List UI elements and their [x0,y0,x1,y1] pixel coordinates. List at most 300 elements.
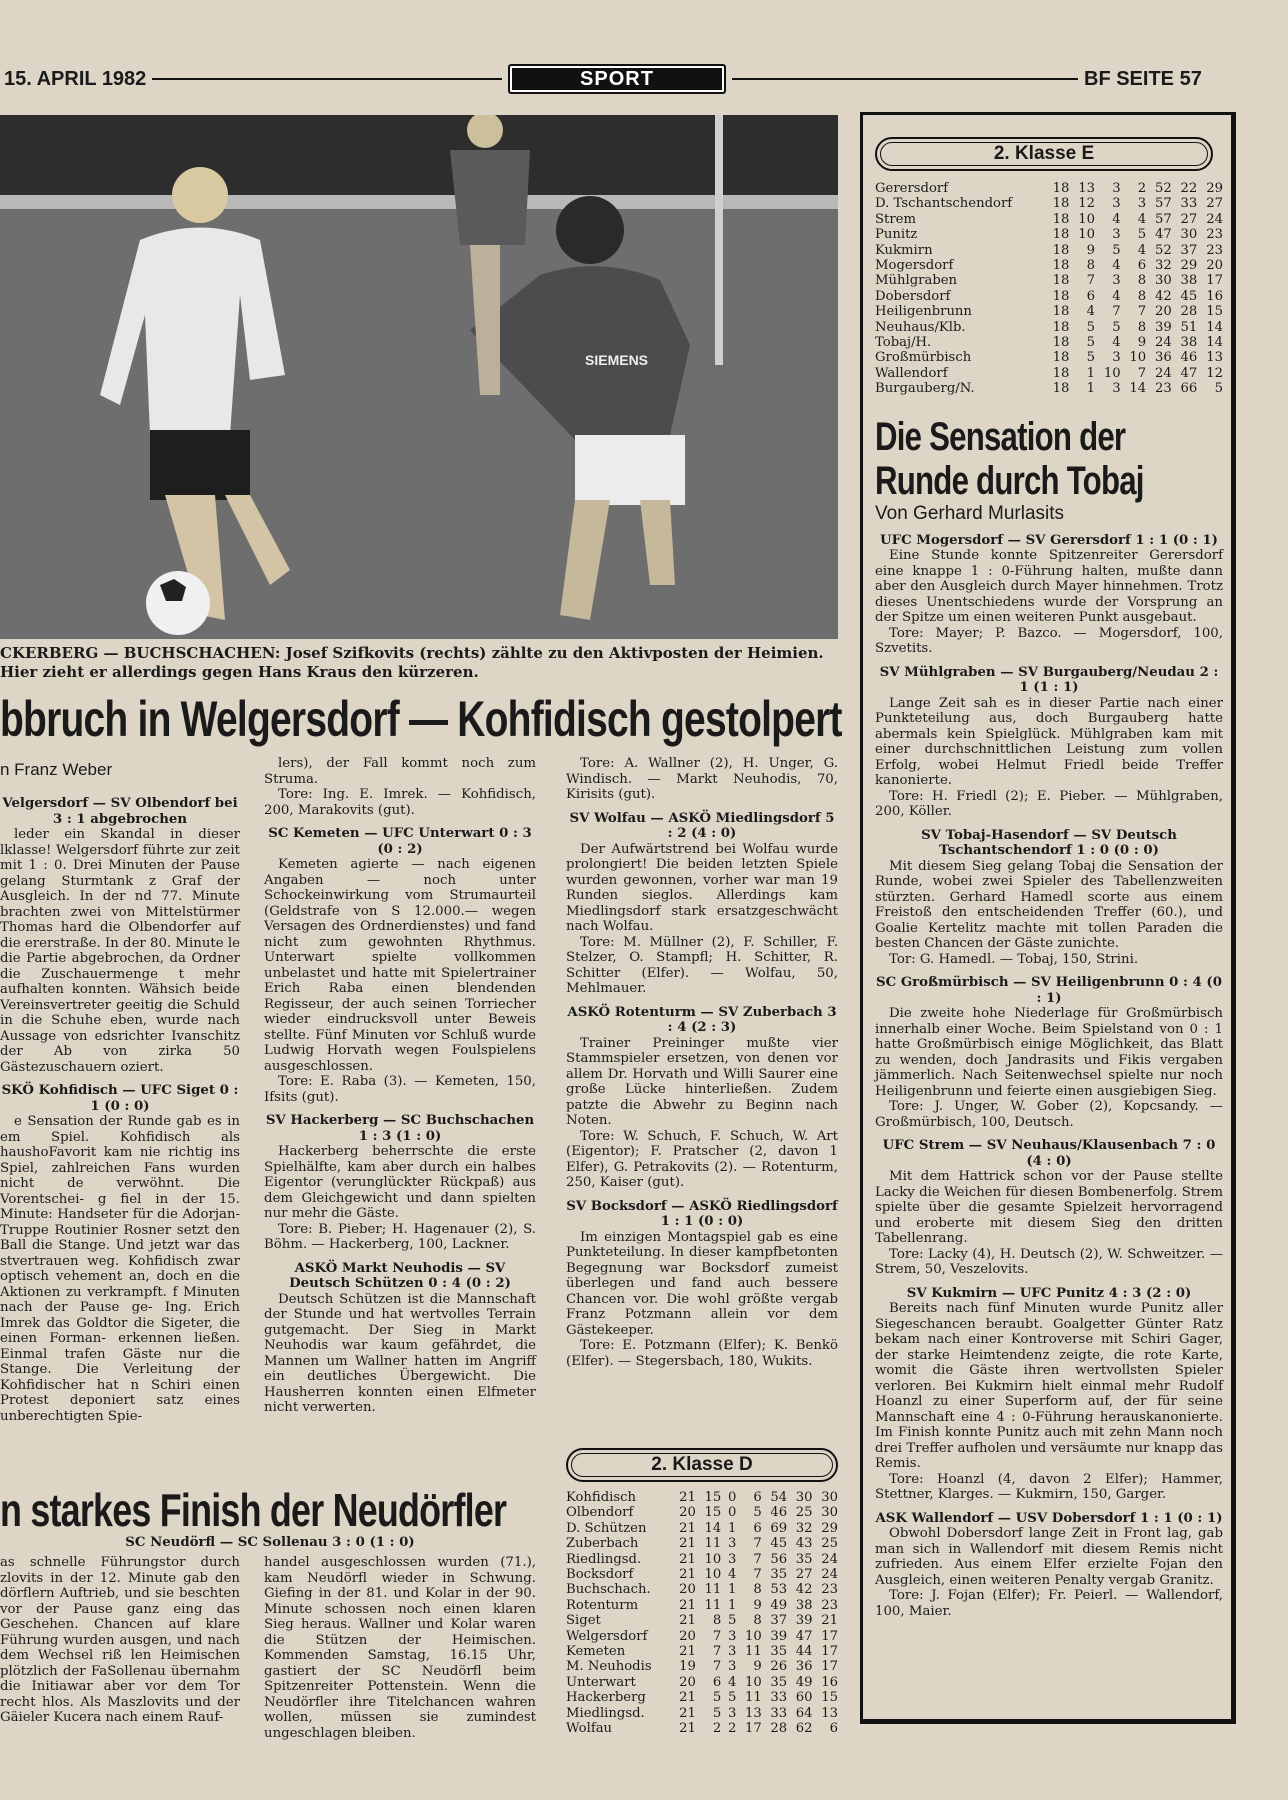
standings-value: 62 [795,1721,813,1737]
standings-value: 15 [704,1505,722,1521]
standings-value: 8 [712,1613,722,1629]
standings-value: 32 [1154,258,1172,274]
standings-value: 42 [1154,288,1172,304]
standings-value: 21 [679,1551,696,1567]
standings-value: 18 [1052,304,1070,320]
standings-value: 5 [712,1690,722,1706]
match-heading: ASKÖ Markt Neuhodis — SV Deutsch Schützen 0 : 4 (0 : 2) [289,1260,511,1291]
standings-value: 45 [770,1536,788,1552]
standings-value: 37 [1180,242,1198,258]
standings-value: 6 [753,1520,762,1536]
match-heading: SKÖ Kohfidisch — UFC Siget 0 : 1 (0 : 0) [1,1083,239,1114]
standings-row [875,243,1223,258]
article-paragraph: Mit diesem Sieg gelang Tobaj die Sensation der Runde, wobei zwei Spieler des Tabellenzweiten stürzten. Gerhard Hamedl scorte aus einem Freistoß den entscheidenden Treffer (60.), und Goalie Kertelitz machte mit tollen Paraden die besten Chancen der Gäste zunichte. [875,858,1223,952]
article-paragraph: lers), der Fall kommt noch zum Struma. [264,756,536,787]
standings-value: 8 [1137,288,1147,304]
standings-row [875,258,1223,273]
standings-row [566,1690,838,1705]
standings-value: 3 [1112,227,1121,243]
standings-value: 4 [728,1567,737,1583]
standings-value: 18 [1052,242,1070,258]
header-rule-right [732,78,1078,80]
standings-value: 6 [1137,258,1147,274]
standings-value: 18 [1052,196,1070,212]
standings-value: 3 [728,1628,737,1644]
scorers-line: Tore: Mayer; P. Bazco. — Mogersdorf, 100, Szvetits. [875,625,1223,657]
match-heading: SV Kukmirn — UFC Punitz 4 : 3 (2 : 0) [906,1285,1192,1301]
standings-value: 7 [712,1659,722,1675]
standings-value: 5 [753,1505,762,1521]
match-heading: SV Tobaj-Hasendorf — SV Deutsch Tschantschendorf 1 : 0 (0 : 0) [921,827,1177,859]
team-name: Punitz [875,227,918,243]
standings-value: 12 [1078,196,1096,212]
article-paragraph: Die zweite hohe Niederlage für Großmürbisch innerhalb einer Woche. Beim Spielstand von 0 : 1 hatte Großmürbisch einige Möglichkeit, das Blatt zu wenden, doch Jandrasits und Fikis vergaben jämmerlich. Nach Seitenwechsel spielte nur noch Heiligenbrunn und feierte einen ausgiebigen Sieg. [875,1006,1223,1099]
main-article-col3 [566,756,838,1369]
standings-value: 7 [753,1551,762,1567]
section-label [508,64,726,94]
standings-row [875,320,1223,335]
standings-value: 18 [1052,273,1070,289]
team-name: Mühlgraben [875,273,958,289]
standings-value: 49 [795,1674,813,1690]
standings-value: 4 [728,1674,737,1690]
issue-date: 15. APRIL 1982 [4,68,147,90]
match-heading: SV Hackerberg — SC Buchschachen 1 : 3 (1 : 0) [265,1113,535,1144]
standings-value: 5 [1112,242,1121,258]
main-byline: n Franz Weber [0,760,113,779]
standings-value: 2 [1137,181,1147,196]
standings-value: 18 [1052,381,1070,397]
standings-value: 1 [1086,365,1096,381]
standings-value: 11 [704,1597,722,1613]
standings-value: 5 [728,1613,737,1629]
standings-value: 46 [1180,350,1198,366]
team-name: Zuberbach [566,1536,639,1552]
standings-value: 44 [795,1644,813,1660]
standings-value: 43 [795,1536,813,1552]
team-name: D. Tschantschendorf [875,196,1013,212]
main-article-col1 [0,788,240,1424]
standings-value: 7 [712,1628,722,1644]
standings-value: 17 [821,1659,838,1675]
standings-value: 4 [1112,211,1121,227]
standings-value: 64 [795,1705,813,1721]
standings-value: 7 [753,1536,762,1552]
standings-value: 7 [1137,304,1147,320]
standings-value: 4 [1137,211,1147,227]
main-article-col2 [264,756,536,1416]
scorers-line: Tore: B. Pieber; H. Hagenauer (2), S. Böhm. — Hackerberg, 100, Lackner. [264,1221,536,1252]
standings-value: 3 [728,1644,737,1660]
article-paragraph: e Sensation der Runde gab es in em Spiel. Kohfidisch als haushoFavorit kam nie richtig ins Spiel, zahlreichen Fans wurden nicht de verwöhnt. Die Vorentschei- g fiel in der 15. Minute: Handseter für die Adorjan-Truppe Routinier Rosner setzt den Ball die Stange. Und jetzt war das stvertrauen weg. Kohfidisch zwar optisch vehement an, doch en die Aktionen zu verkrampft. f Minuten nach der Pause ge- Ing. Erich Imrek das Goldtor die Sigeter, die einen Forman- erkennen ließen. Einmal trafen Gäste nur die Stange. Die Verleitung der Kohfidischer hat n Schiri einen Protest deponiert satz eines unberechtigten Spie- [0,1114,240,1424]
sidebar-headline-2: Runde durch Tobaj [875,458,1144,503]
standings-value: 45 [1180,288,1198,304]
article-paragraph: Obwohl Dobersdorf lange Zeit in Front lag, gab man sich in Wallendorf mit diesem Remis nicht zufrieden. Aus einem Elfer erzielte Fojan den Ausgleich, einen weiteren Penalty vergab Granitz. [875,1526,1223,1588]
standings-value: 18 [1052,288,1070,304]
standings-value: 18 [1052,181,1070,196]
standings-value: 21 [679,1536,696,1552]
article-paragraph: Im einzigen Montagspiel gab es eine Punkteteilung. In dieser kampfbetonten Begegnung war Bocksdorf zumeist überlegen und fand auch bessere Chancen vor. Die wohl größte vergab Franz Potzmann allein vor dem Gästekeeper. [566,1229,838,1338]
standings-value: 20 [679,1505,696,1521]
standings-value: 51 [1180,319,1198,335]
standings-value: 26 [770,1659,788,1675]
standings-value: 24 [1206,211,1223,227]
standings-value: 24 [1154,365,1172,381]
match-heading: SC Kemeten — UFC Unterwart 0 : 3 (0 : 2) [268,826,532,857]
standings-value: 56 [770,1551,788,1567]
standings-row [875,273,1223,288]
standings-value: 5 [1086,335,1096,351]
standings-row [566,1521,838,1536]
standings-row [875,227,1223,242]
team-name: Mogersdorf [875,258,954,274]
standings-row [875,289,1223,304]
standings-value: 6 [712,1674,722,1690]
standings-value: 19 [679,1659,696,1675]
standings-value: 21 [679,1597,696,1613]
standings-value: 49 [770,1597,788,1613]
match-photo-image [0,115,838,639]
standings-value: 57 [1154,196,1172,212]
standings-value: 29 [1180,258,1198,274]
standings-value: 3 [1112,181,1121,196]
standings-value: 9 [1086,242,1096,258]
scorers-line: Tore: A. Wallner (2), H. Unger, G. Windisch. — Markt Neuhodis, 70, Kirisits (gut). [566,756,838,802]
standings-value: 5 [712,1705,722,1721]
standings-value: 3 [1112,350,1121,366]
scorers-line: Tore: Hoanzl (4, davon 2 Elfer); Hammer, Stettner, Klarges. — Kukmirn, 150, Garger. [875,1471,1223,1503]
standings-value: 11 [745,1690,762,1706]
standings-value: 23 [821,1597,838,1613]
standings-value: 35 [795,1551,813,1567]
standings-value: 39 [770,1628,788,1644]
photo-caption: CKERBERG — BUCHSCHACHEN: Josef Szifkovits (rechts) zählte zu den Aktivposten der Heimien. Hier zieht er allerdings gegen Hans Kraus den kürzeren. [0,644,824,681]
standings-value: 14 [1206,335,1223,351]
standings-value: 10 [1078,211,1096,227]
standings-value: 18 [1052,258,1070,274]
team-name: Kukmirn [875,242,933,258]
standings-value: 35 [770,1644,788,1660]
article-paragraph: Lange Zeit sah es in dieser Partie nach einer Punkteteilung aus, doch Burgauberg hatte abermals kein Spielglück. Mühlgraben kam mit einer durchschnittlichen Leistung zum vollen Erfolg, wobei Helmut Friedl beide Treffer kanonierte. [875,695,1223,789]
standings-value: 11 [745,1644,762,1660]
standings-value: 5 [1086,319,1096,335]
standings-value: 15 [1206,304,1223,320]
article-paragraph: Mit dem Hattrick schon vor der Pause stellte Lacky die Weichen für diesen Bombenerfolg. Strem spielte über die gesamte Spielzeit hervorragend und eroberte mit diesem Sieg den dritten Tabellenrang. [875,1169,1223,1247]
standings-row [566,1721,838,1736]
standings-value: 5 [1214,381,1223,397]
match-heading: UFC Mogersdorf — SV Gerersdorf 1 : 1 (0 : 1) [880,532,1218,548]
standings-value: 15 [821,1690,838,1706]
standings-value: 18 [1052,350,1070,366]
article-paragraph: Bereits nach fünf Minuten wurde Punitz aller Siegeschancen beraubt. Goalgetter Günter Ratz bekam nach einer Kontroverse mit Schiri Gager, der starke Heimtendenz zeigte, die rote Karte, womit die Gäste ihren wertvollsten Spieler verloren. Bei Kukmirn hielt einmal mehr Rudolf Hoanzl zu einer Superform auf, der für seine Mannschaft eine 4 : 0-Führung herauskanonierte. Im Finish konnte Punitz auch mit zehn Mann noch drei Treffer aufholen und versäumte nur knapp das Remis. [875,1301,1223,1472]
standings-value: 35 [770,1567,788,1583]
standings-value: 21 [679,1613,696,1629]
standings-value: 4 [1112,288,1121,304]
scorers-line: Tore: Lacky (4), H. Deutsch (2), W. Schweitzer. — Strem, 50, Veszelovits. [875,1246,1223,1278]
standings-value: 39 [1154,319,1172,335]
main-headline: bbruch in Welgersdorf — Kohfidisch gestolpert [0,691,842,747]
standings-value: 29 [821,1520,838,1536]
standings-value: 8 [1137,319,1147,335]
standings-value: 14 [1206,319,1223,335]
standings-value: 4 [1112,258,1121,274]
standings-value: 60 [795,1690,813,1706]
standings-value: 10 [1129,350,1147,366]
standings-value: 42 [795,1582,813,1598]
scorers-line: Tore: Ing. E. Imrek. — Kohfidisch, 200, Marakovits (gut). [264,787,536,818]
article-paragraph: Kemeten agierte — nach eigenen Angaben — noch unter Schockeinwirkung vom Strumaurteil (Geldstrafe von S 12.000.— wegen Versagen des Ordnerdienstes) und fand nicht zum gewohnten Rhythmus. Unterwart spielte vollkommen unbelastet und hatte mit Spielertrainer Erich Raba einen blendenden Regisseur, der auch seinen Torriecher wieder eindrucksvoll unter Beweis stellte. Fünf Minuten vor Schluß wurde Ludwig Horvath wegen Foulspielens ausgeschlossen. [264,857,536,1074]
match-heading: SV Bocksdorf — ASKÖ Riedlingsdorf 1 : 1 (0 : 0) [566,1198,838,1229]
standings-value: 3 [1112,381,1121,397]
sidebar-byline: Von Gerhard Murlasits [875,502,1065,524]
article-paragraph: Trainer Preininger mußte vier Stammspieler ersetzen, von denen vor allem Dr. Horvath und Willi Saurer eine große Lücke hinterließen. Zudem patzte die Abwehr zu Beginn nach Noten. [566,1035,838,1128]
standings-value: 6 [829,1721,838,1737]
standings-value: 33 [770,1690,788,1706]
standings-d-table [566,1490,838,1737]
standings-value: 23 [1154,381,1172,397]
scorers-line: Tore: E. Raba (3). — Kemeten, 150, Ifsits (gut). [264,1074,536,1105]
team-name: Gerersdorf [875,181,949,196]
section-label-text: SPORT [512,68,722,90]
standings-value: 0 [728,1505,737,1521]
standings-value: 57 [1154,211,1172,227]
standings-value: 3 [1112,196,1121,212]
standings-value: 8 [753,1582,762,1598]
standings-value: 4 [1086,304,1096,320]
standings-value: 20 [679,1674,696,1690]
standings-value: 14 [704,1520,722,1536]
right-sidebar [860,112,1236,1724]
team-name: Dobersdorf [875,288,951,304]
standings-value: 30 [1180,227,1198,243]
standings-d-title [566,1448,838,1482]
standings-value: 33 [1180,196,1198,212]
standings-row [875,304,1223,319]
standings-value: 7 [753,1567,762,1583]
standings-value: 5 [1137,227,1147,243]
standings-value: 16 [821,1674,838,1690]
standings-value: 46 [770,1505,788,1521]
team-name: D. Schützen [566,1520,647,1536]
standings-value: 23 [1206,242,1223,258]
article-paragraph: Deutsch Schützen ist die Mannschaft der Stunde und hat wertvolles Terrain gutgemacht. Der Sieg in Markt Neuhodis war kaum gefährdet, die Mannen um Wallner hatten im Angriff ein deutliches Übergewicht. Die Hausherren konnten einen Elfmeter nicht verwerten. [264,1291,536,1415]
standings-row [566,1505,838,1520]
standings-value: 9 [753,1659,762,1675]
standings-value: 3 [728,1551,737,1567]
standings-value: 16 [1206,288,1223,304]
standings-value: 3 [1112,273,1121,289]
standings-value: 7 [712,1644,722,1660]
standings-value: 38 [1180,335,1198,351]
standings-value: 13 [1078,181,1096,196]
standings-value: 4 [1137,242,1147,258]
standings-value: 37 [770,1613,788,1629]
standings-value: 38 [1180,273,1198,289]
standings-value: 47 [1154,227,1172,243]
second-match-heading: SC Neudörfl — SC Sollenau 3 : 0 (1 : 0) [125,1535,415,1550]
standings-value: 3 [728,1536,737,1552]
standings-value: 21 [679,1644,696,1660]
standings-value: 7 [1112,304,1121,320]
second-headline: n starkes Finish der Neudörfler [0,1484,507,1536]
standings-value: 10 [704,1551,722,1567]
match-heading: ASK Wallendorf — USV Dobersdorf 1 : 1 (0 : 1) [875,1510,1223,1526]
standings-value: 10 [704,1567,722,1583]
standings-value: 27 [1180,211,1198,227]
standings-value: 0 [728,1490,737,1505]
team-name: Kohfidisch [566,1490,637,1505]
standings-value: 6 [753,1490,762,1505]
standings-row [566,1629,838,1644]
standings-value: 13 [1206,350,1223,366]
sidebar-article-body [875,533,1223,1620]
standings-value: 30 [821,1505,838,1521]
scorers-line: Tore: E. Potzmann (Elfer); K. Benkö (Elfer). — Stegersbach, 180, Wukits. [566,1338,838,1369]
standings-row [875,381,1223,396]
standings-row [566,1582,838,1597]
match-heading: SV Mühlgraben — SV Burgauberg/Neudau 2 : 1 (1 : 1) [879,664,1219,696]
standings-value: 10 [1103,365,1121,381]
standings-row [566,1552,838,1567]
standings-value: 27 [795,1567,813,1583]
standings-value: 2 [728,1721,737,1737]
standings-value: 21 [679,1705,696,1721]
match-heading: ASKÖ Rotenturm — SV Zuberbach 3 : 4 (2 : 3) [567,1004,837,1035]
standings-value: 8 [1086,258,1096,274]
standings-d-title-text: 2. Klasse D [651,1454,753,1475]
team-name: Welgersdorf [566,1628,648,1644]
standings-value: 8 [1137,273,1147,289]
standings-value: 10 [1078,227,1096,243]
team-name: Wallendorf [875,365,948,381]
standings-value: 1 [728,1597,737,1613]
team-name: Unterwart [566,1674,636,1690]
match-heading: SV Wolfau — ASKÖ Miedlingsdorf 5 : 2 (4 : 0) [569,810,835,841]
standings-value: 18 [1052,211,1070,227]
standings-value: 11 [704,1582,722,1598]
standings-row [566,1706,838,1721]
standings-value: 17 [745,1721,762,1737]
standings-value: 18 [1052,319,1070,335]
standings-value: 13 [821,1705,838,1721]
team-name: Kemeten [566,1644,626,1660]
standings-value: 20 [679,1582,696,1598]
match-heading: SC Großmürbisch — SV Heiligenbrunn 0 : 4 (0 : 1) [876,975,1222,1006]
team-name: Strem [875,211,916,227]
standings-value: 4 [1112,335,1121,351]
standings-value: 5 [728,1690,737,1706]
standings-value: 32 [795,1520,813,1536]
standings-value: 69 [770,1520,788,1536]
article-paragraph: Eine Stunde konnte Spitzenreiter Gerersdorf eine knappe 1 : 0-Führung halten, mußte dann aber den Ausgleich durch Mayer hinnehmen. Trotz dieses Unentschiedens wurde der Vorsprung an der Spitze um einen weiteren Punkt ausgebaut. [875,548,1223,626]
standings-row [566,1613,838,1628]
standings-value: 1 [728,1520,737,1536]
team-name: Miedlingsd. [566,1705,645,1721]
header-rule-left [152,78,502,80]
standings-row [875,181,1223,196]
team-name: Siget [566,1613,601,1629]
standings-value: 33 [770,1705,788,1721]
page-number: BF SEITE 57 [1084,68,1202,90]
match-heading: Velgersdorf — SV Olbendorf bei 3 : 1 abgebrochen [2,796,238,827]
standings-row [566,1567,838,1582]
standings-value: 25 [795,1505,813,1521]
standings-value: 24 [821,1551,838,1567]
standings-value: 10 [745,1628,762,1644]
match-photo [0,115,838,639]
team-name: M. Neuhodis [566,1659,652,1675]
team-name: Heiligenbrunn [875,304,972,320]
standings-row [875,350,1223,365]
standings-value: 28 [770,1721,788,1737]
standings-value: 14 [1129,381,1147,397]
shirt-text: SIEMENS [585,352,649,368]
standings-row [566,1644,838,1659]
standings-value: 2 [712,1721,722,1737]
standings-value: 66 [1180,381,1198,397]
scorers-line: Tore: M. Müllner (2), F. Schiller, F. Stelzer, O. Stampfl; H. Schitter, R. Schitter (Elfer). — Wolfau, 50, Mehlmauer. [566,934,838,996]
standings-row [566,1659,838,1674]
scorers-line: Tore: J. Unger, W. Gober (2), Kopcsandy. — Großmürbisch, 100, Deutsch. [875,1099,1223,1130]
standings-value: 21 [679,1567,696,1583]
standings-value: 13 [745,1705,762,1721]
standings-value: 3 [728,1705,737,1721]
team-name: Bocksdorf [566,1567,634,1583]
standings-value: 21 [679,1721,696,1737]
standings-value: 30 [1154,273,1172,289]
team-name: Buchschach. [566,1582,651,1598]
standings-value: 23 [1206,227,1223,243]
standings-d [566,1448,838,1737]
standings-row [875,366,1223,381]
standings-value: 30 [821,1490,838,1505]
standings-value: 3 [1137,196,1147,212]
standings-value: 52 [1154,181,1172,196]
standings-value: 17 [821,1644,838,1660]
article-paragraph: Der Aufwärtstrend bei Wolfau wurde prolongiert! Die beiden letzten Spiele wurden gewonnen, vorher war man 19 Runden sieglos. Allerdings kam Miedlingsdorf stark ersatzgeschwächt nach Wolfau. [566,841,838,934]
standings-value: 30 [795,1490,813,1505]
team-name: Tobaj/H. [875,335,932,351]
standings-value: 5 [1112,319,1121,335]
standings-row [875,212,1223,227]
team-name: Neuhaus/Klb. [875,319,966,335]
standings-value: 12 [1206,365,1223,381]
standings-e-title [875,137,1213,171]
match-heading: UFC Strem — SV Neuhaus/Klausenbach 7 : 0 (4 : 0) [882,1138,1216,1169]
standings-value: 24 [1154,335,1172,351]
standings-value: 17 [1206,273,1223,289]
standings-value: 20 [679,1628,696,1644]
standings-row [566,1598,838,1613]
standings-value: 52 [1154,242,1172,258]
standings-e-table [875,181,1223,397]
standings-value: 15 [704,1490,722,1505]
standings-value: 20 [1154,304,1172,320]
standings-value: 29 [1206,181,1223,196]
standings-value: 18 [1052,365,1070,381]
team-name: Burgauberg/N. [875,381,975,397]
standings-row [566,1675,838,1690]
article-paragraph: Hackerberg beherrschte die erste Spielhälfte, kam aber durch ein halbes Eigentor (verunglückter Rückpaß) aus dem Gleichgewicht und dann spielten nur mehr die Gäste. [264,1144,536,1221]
standings-value: 18 [1052,335,1070,351]
standings-value: 53 [770,1582,788,1598]
standings-value: 3 [728,1659,737,1675]
standings-value: 36 [1154,350,1172,366]
standings-value: 47 [1180,365,1198,381]
sidebar-headline-1: Die Sensation der [875,414,1126,459]
scorers-line: Tore: W. Schuch, F. Schuch, W. Art (Eigentor); F. Pratscher (2, davon 1 Elfer), G. Petrakovits (2). — Rotenturm, 250, Kaiser (gut). [566,1128,838,1190]
scorers-line: Tore: J. Fojan (Elfer); Fr. Peierl. — Wallendorf, 100, Maier. [875,1588,1223,1619]
